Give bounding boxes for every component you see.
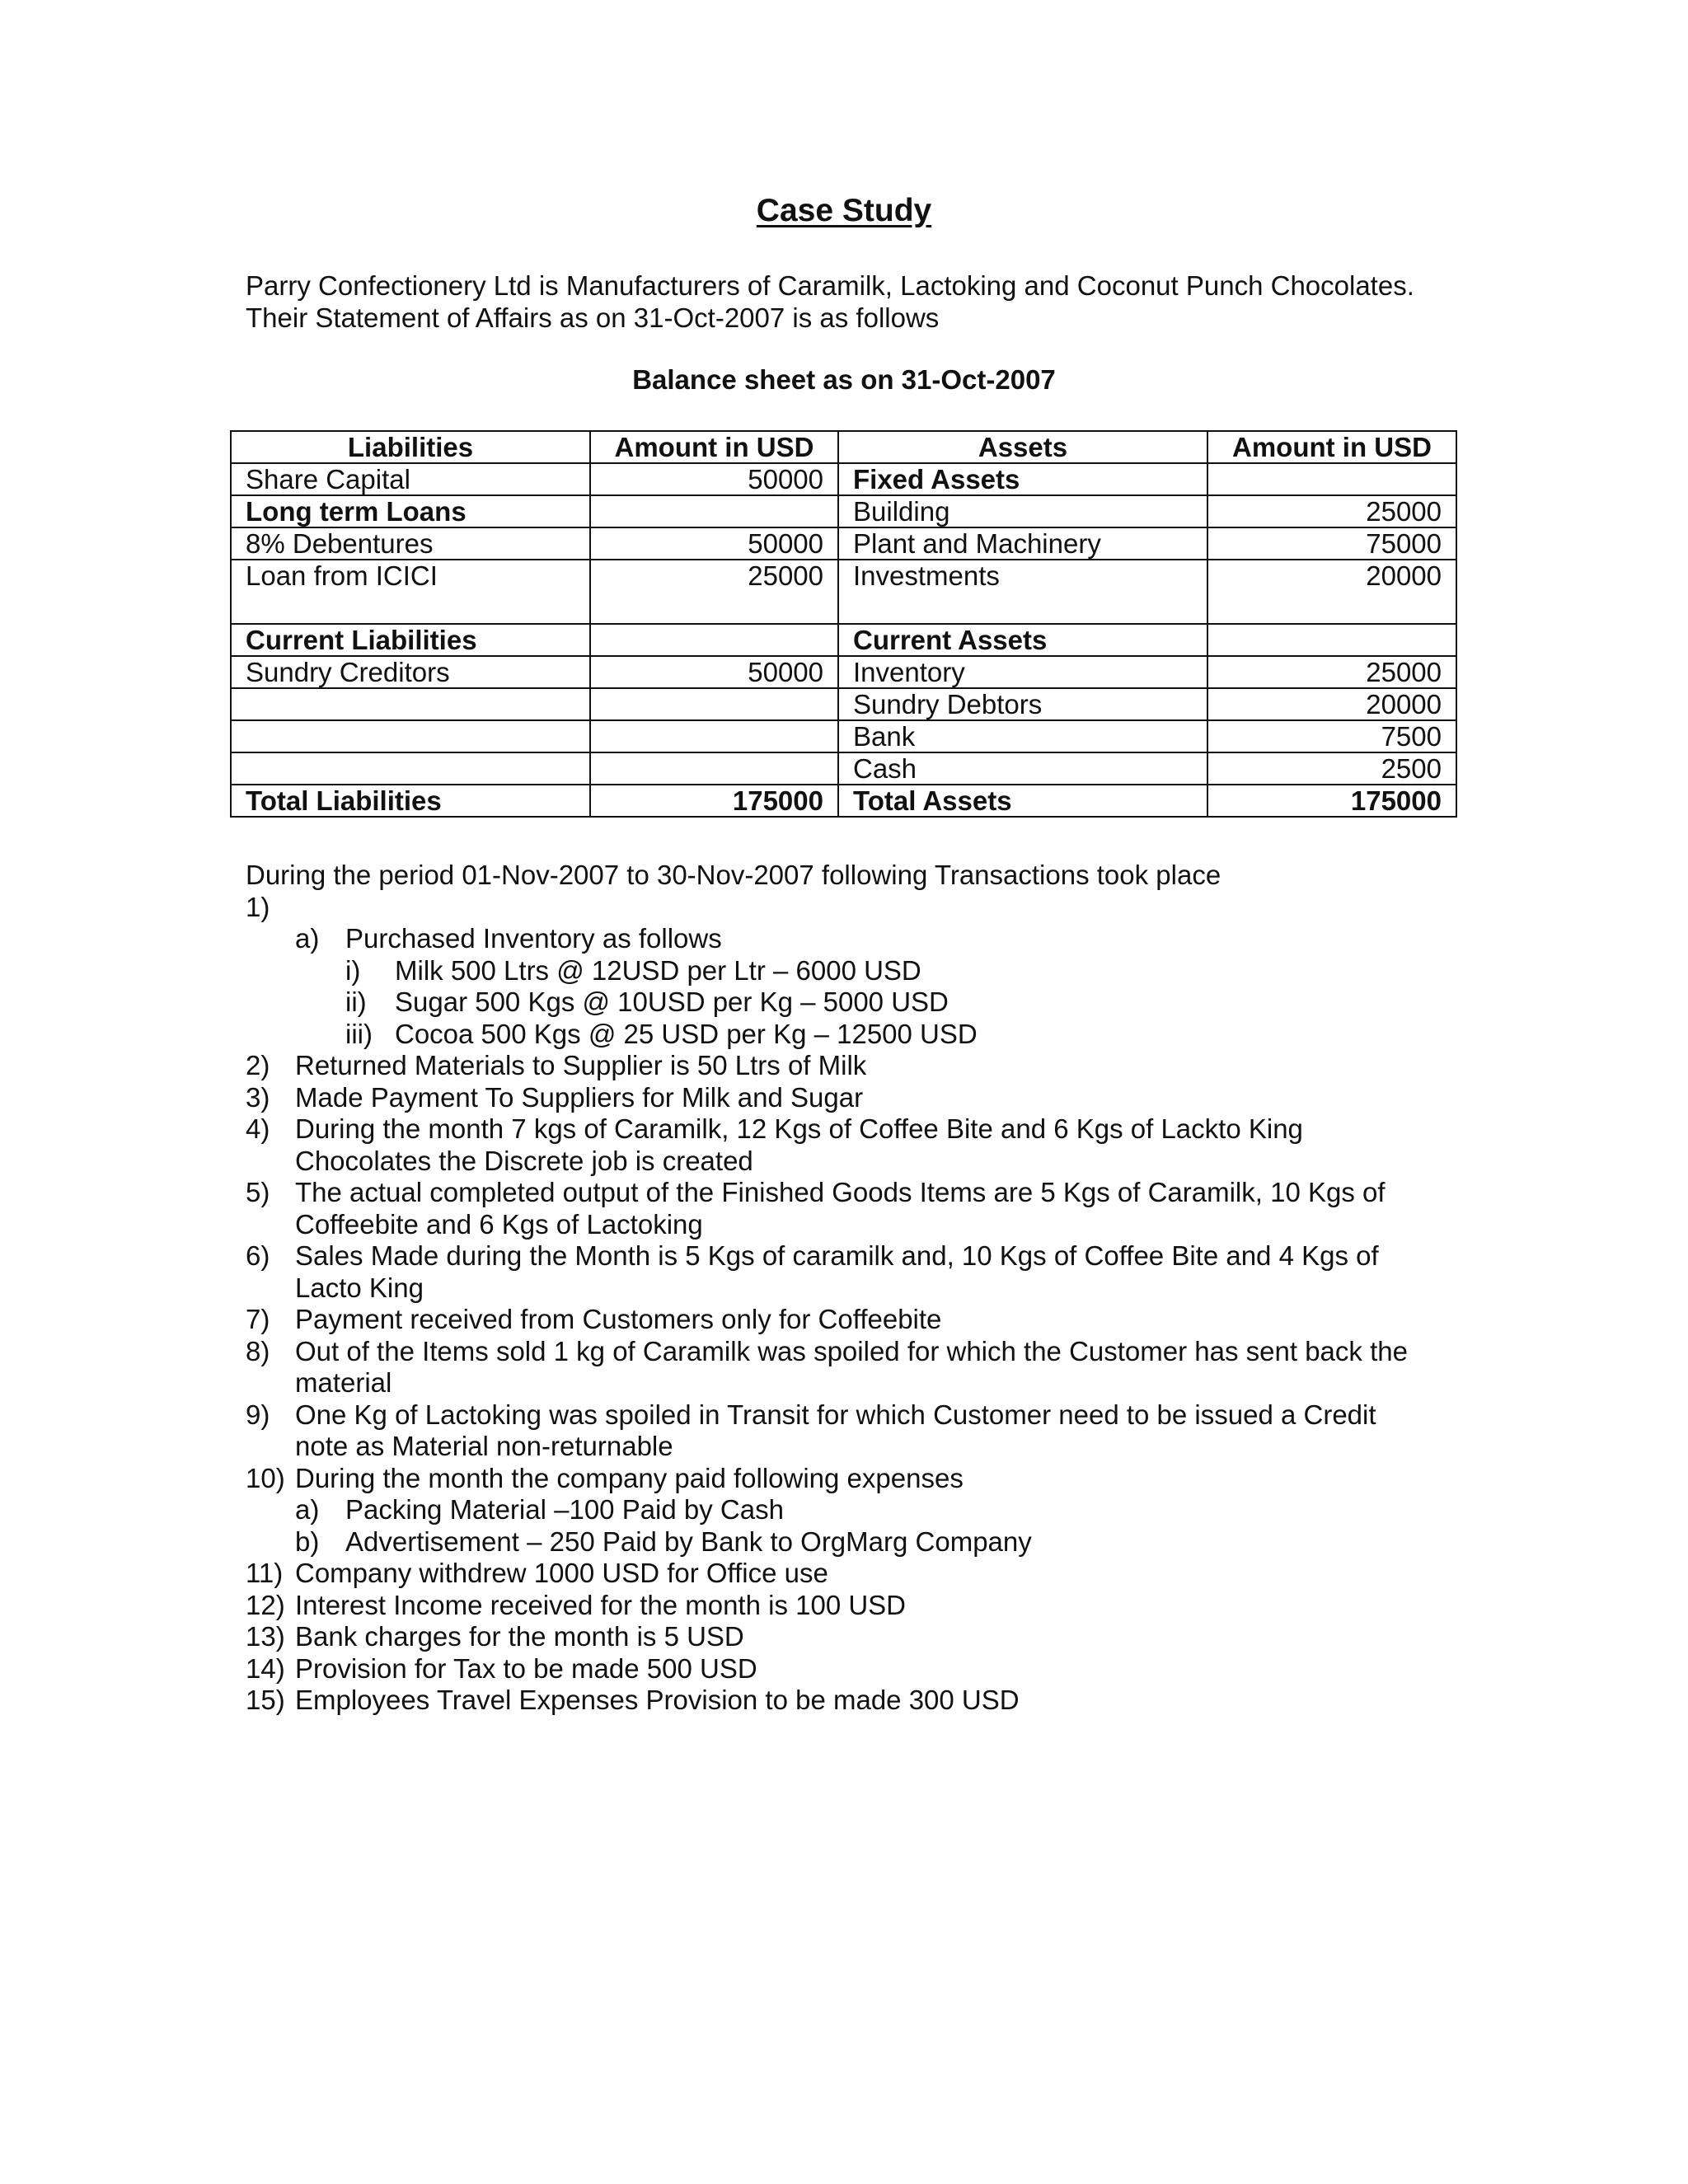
liability-cell (231, 720, 590, 752)
list-marker: 6) (246, 1240, 270, 1271)
asset-amount-cell: 7500 (1207, 720, 1456, 752)
list-marker: 8) (246, 1335, 270, 1366)
liability-amount-cell: 50000 (590, 527, 838, 560)
list-text-continued: Lacto King (295, 1272, 424, 1303)
header-liabilities: Liabilities (231, 431, 590, 463)
list-marker: 1) (246, 891, 270, 922)
list-marker: ii) (345, 987, 367, 1017)
asset-cell: Fixed Assets (838, 463, 1207, 495)
asset-amount-cell: 75000 (1207, 527, 1456, 560)
list-marker: 13) (246, 1621, 285, 1652)
list-text: Company withdrew 1000 USD for Office use (295, 1558, 828, 1588)
table-header-row (231, 431, 1456, 463)
list-text: Interest Income received for the month is 100 USD (295, 1589, 907, 1620)
list-marker: 3) (246, 1081, 270, 1113)
list-marker: 5) (246, 1177, 270, 1207)
list-text: Advertisement – 250 Paid by Bank to OrgMarg Company (345, 1526, 1032, 1557)
list-text: During the month 7 kgs of Caramilk, 12 Kgs of Coffee Bite and 6 Kgs of Lackto King (295, 1113, 1303, 1144)
list-marker: 11) (246, 1558, 284, 1588)
list-marker: 2) (246, 1050, 270, 1080)
list-item (246, 1399, 1482, 1463)
list-text: Out of the Items sold 1 kg of Caramilk was spoiled for which the Customer has sent back the (295, 1335, 1408, 1366)
list-marker: 7) (246, 1304, 270, 1334)
asset-cell: Cash (838, 752, 1207, 785)
asset-amount-cell: 25000 (1207, 495, 1456, 527)
list-text: Milk 500 Ltrs @ 12USD per Ltr – 6000 USD (395, 954, 921, 986)
table-row (231, 527, 1456, 560)
transactions-section (246, 860, 1482, 1717)
asset-cell: Building (838, 495, 1207, 527)
asset-amount-cell (1207, 463, 1456, 495)
table-total-row (231, 785, 1456, 817)
list-text-continued: Chocolates the Discrete job is created (295, 1145, 753, 1176)
liability-cell (231, 752, 590, 785)
list-item (246, 1019, 1482, 1051)
list-text: Payment received from Customers only for Coffeebite (295, 1304, 942, 1334)
total-assets-amount: 175000 (1207, 785, 1456, 817)
list-item (246, 1050, 1482, 1082)
list-item (246, 1177, 1482, 1240)
table-row (231, 560, 1456, 624)
page-title: Case Study (756, 193, 932, 228)
list-item (246, 1621, 1482, 1653)
list-text: Packing Material –100 Paid by Cash (345, 1494, 784, 1525)
list-item (246, 1082, 1482, 1114)
intro-line-2: Their Statement of Affairs as on 31-Oct-2007 is as follows (246, 302, 940, 333)
asset-amount-cell: 20000 (1207, 688, 1456, 720)
list-marker: b) (295, 1526, 320, 1557)
list-text: Provision for Tax to be made 500 USD (295, 1652, 757, 1684)
liability-cell: 8% Debentures (231, 527, 590, 560)
table-row (231, 720, 1456, 752)
list-text: One Kg of Lactoking was spoiled in Transit for which Customer need to be issued a Credit (295, 1399, 1376, 1430)
table-row (231, 752, 1456, 785)
list-item (246, 892, 1482, 924)
list-item (246, 1304, 1482, 1336)
list-text: The actual completed output of the Finished Goods Items are 5 Kgs of Caramilk, 10 Kgs of (295, 1177, 1386, 1207)
list-text (295, 892, 1482, 924)
table-row (231, 656, 1456, 688)
list-marker: 12) (246, 1589, 285, 1620)
liability-amount-cell: 50000 (590, 463, 838, 495)
list-marker: i) (345, 954, 361, 986)
asset-cell: Current Assets (838, 624, 1207, 656)
list-item (246, 1558, 1482, 1590)
list-marker: 14) (246, 1652, 285, 1684)
liability-amount-cell (590, 688, 838, 720)
list-marker: 4) (246, 1113, 270, 1144)
list-text: Cocoa 500 Kgs @ 25 USD per Kg – 12500 USD (395, 1018, 978, 1049)
asset-cell: Plant and Machinery (838, 527, 1207, 560)
asset-cell: Inventory (838, 656, 1207, 688)
header-assets: Assets (838, 431, 1207, 463)
list-item (246, 955, 1482, 987)
list-text-continued: material (295, 1367, 392, 1398)
list-text: Made Payment To Suppliers for Milk and Sugar (295, 1081, 864, 1113)
liability-cell: Share Capital (231, 463, 590, 495)
liability-amount-cell: 50000 (590, 656, 838, 688)
list-text: Employees Travel Expenses Provision to be made 300 USD (295, 1685, 1020, 1715)
liability-amount-cell (590, 624, 838, 656)
total-liabilities-amount: 175000 (590, 785, 838, 817)
intro-line-1: Parry Confectionery Ltd is Manufacturers of Caramilk, Lactoking and Coconut Punch Chocolates. (246, 270, 1414, 301)
liability-amount-cell (590, 720, 838, 752)
table-row (231, 688, 1456, 720)
list-item (246, 1590, 1482, 1622)
asset-cell: Bank (838, 720, 1207, 752)
liability-amount-cell: 25000 (590, 560, 838, 624)
asset-amount-cell (1207, 624, 1456, 656)
liability-cell: Loan from ICICI (231, 560, 590, 624)
total-assets-label: Total Assets (838, 785, 1207, 817)
liability-cell: Current Liabilities (231, 624, 590, 656)
list-item (246, 1526, 1482, 1558)
list-item (246, 1653, 1482, 1685)
transactions-intro: During the period 01-Nov-2007 to 30-Nov-2007 following Transactions took place (246, 860, 1221, 890)
total-liabilities-label: Total Liabilities (231, 785, 590, 817)
liability-cell (231, 688, 590, 720)
list-marker: 15) (246, 1685, 285, 1715)
list-text: Sugar 500 Kgs @ 10USD per Kg – 5000 USD (395, 987, 949, 1017)
list-text: Purchased Inventory as follows (345, 923, 722, 954)
list-item (246, 1240, 1482, 1304)
list-marker: iii) (345, 1018, 373, 1049)
list-marker: a) (295, 1494, 320, 1525)
list-marker: 9) (246, 1399, 270, 1430)
asset-amount-cell: 2500 (1207, 752, 1456, 785)
list-item (246, 923, 1482, 955)
list-text: Sales Made during the Month is 5 Kgs of caramilk and, 10 Kgs of Coffee Bite and 4 Kgs of (295, 1240, 1379, 1271)
table-row (231, 624, 1456, 656)
liability-amount-cell (590, 752, 838, 785)
asset-cell: Investments (838, 560, 1207, 624)
table-row (231, 463, 1456, 495)
list-text: Returned Materials to Supplier is 50 Ltrs of Milk (295, 1050, 867, 1080)
list-marker: 10) (246, 1462, 285, 1493)
list-marker: a) (295, 923, 320, 954)
table-row (231, 495, 1456, 527)
balance-sheet-table (230, 430, 1457, 818)
list-text: Bank charges for the month is 5 USD (295, 1621, 744, 1652)
asset-amount-cell: 20000 (1207, 560, 1456, 624)
header-asset-amount: Amount in USD (1207, 431, 1456, 463)
list-item (246, 987, 1482, 1019)
list-text-continued: note as Material non-returnable (295, 1431, 673, 1461)
liability-cell: Long term Loans (231, 495, 590, 527)
liability-cell: Sundry Creditors (231, 656, 590, 688)
list-item (246, 1336, 1482, 1399)
balance-sheet-title: Balance sheet as on 31-Oct-2007 (632, 364, 1056, 395)
header-liability-amount: Amount in USD (590, 431, 838, 463)
list-item (246, 1113, 1482, 1177)
list-text-continued: Coffeebite and 6 Kgs of Lactoking (295, 1208, 703, 1240)
asset-cell: Sundry Debtors (838, 688, 1207, 720)
list-item (246, 1463, 1482, 1495)
intro-paragraph (246, 269, 1482, 334)
list-text: During the month the company paid following expenses (295, 1462, 964, 1493)
asset-amount-cell: 25000 (1207, 656, 1456, 688)
list-item (246, 1494, 1482, 1526)
list-item (246, 1685, 1482, 1717)
liability-amount-cell (590, 495, 838, 527)
